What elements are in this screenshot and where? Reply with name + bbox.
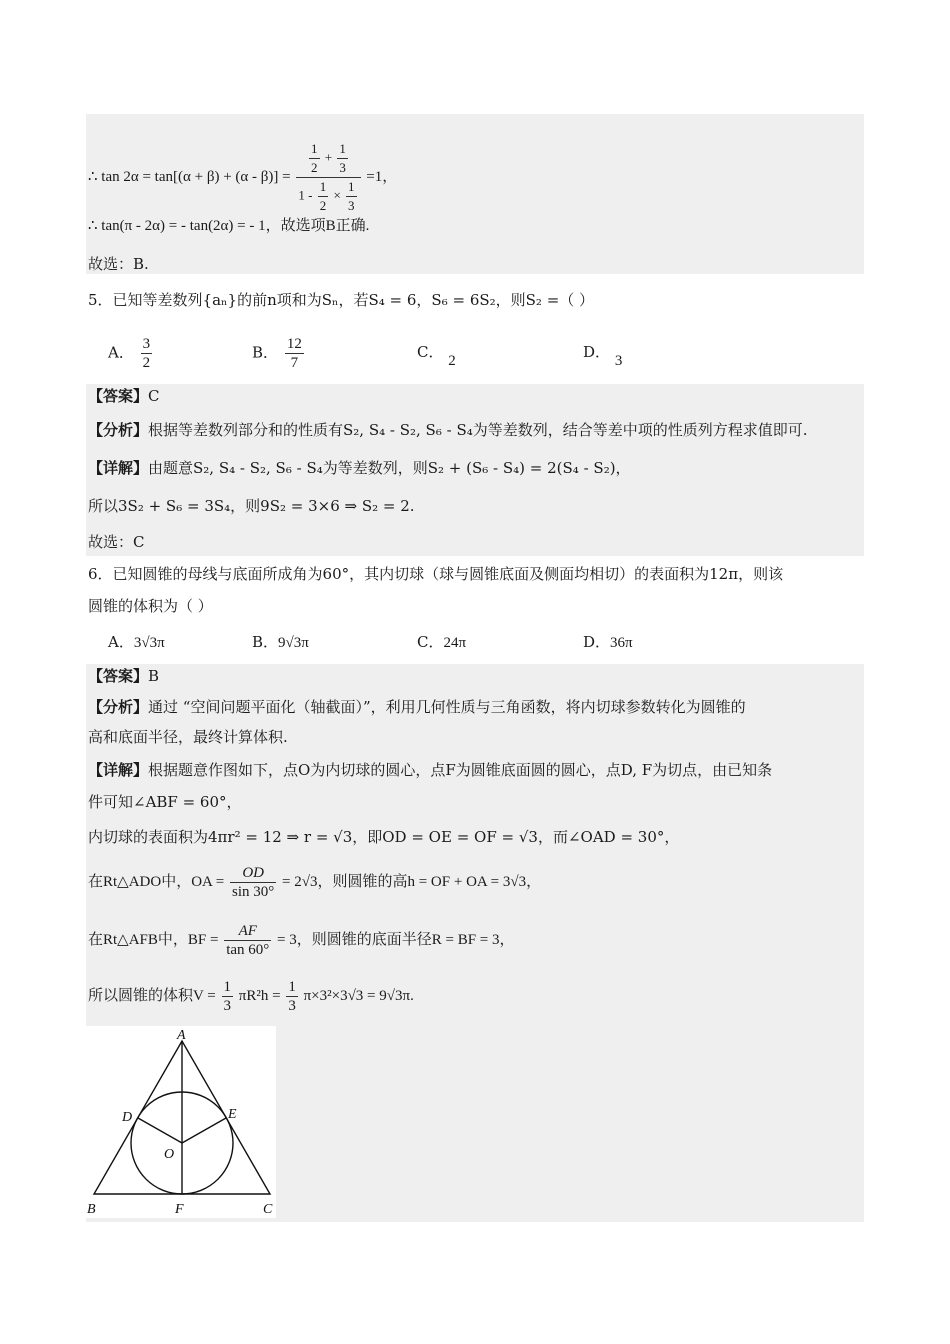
q5-option-a-letter: A．	[108, 343, 134, 362]
q5-detail-tag: 【详解】	[88, 459, 149, 477]
q6-detail-6-f2-num: 1	[288, 979, 296, 995]
q6-detail-5-prefix: 在Rt△AFB中，BF =	[88, 931, 219, 948]
q6-detail-5-den: tan 60°	[226, 942, 270, 958]
q5-analysis-text: 根据等差数列部分和的性质有S₂, S₄ - S₂, S₆ - S₄为等差数列，结合等差中项的性质列方程求值即可.	[148, 421, 808, 439]
q6-option-c[interactable]	[417, 632, 466, 653]
q4-equation-2: ∴ tan(π - 2α) = - tan(2α) = - 1，故选项B正确.	[88, 218, 370, 234]
q6-stem-1: 6．已知圆锥的母线与底面所成角为60°，其内切球（球与圆锥底面及侧面均相切）的表面积为12π，则该	[88, 565, 784, 583]
q5-option-c-value: 2	[448, 353, 456, 369]
label-o: O	[164, 1147, 175, 1162]
label-b: B	[87, 1202, 96, 1217]
q6-detail-2: 件可知∠ABF = 60°，	[88, 793, 242, 811]
q4-eq1-prefix: ∴ tan 2α = tan[(α + β) + (α - β)] =	[88, 168, 291, 185]
q5-option-d[interactable]	[583, 342, 623, 369]
q4-den-prefix: 1 -	[298, 187, 313, 203]
q6-detail-1-text: 根据题意作图如下，点O为内切球的圆心，点F为圆锥底面圆的圆心，点D, F为切点，由已知条	[148, 761, 773, 779]
q6-detail-5-num: AF	[224, 922, 271, 941]
q6-detail-tag: 【详解】	[88, 761, 149, 779]
q4-times: ×	[333, 187, 341, 203]
q4-conclusion: 故选：B.	[88, 255, 149, 273]
q6-option-c-letter: C．	[417, 633, 444, 651]
q4-frac-a-num: 1	[309, 140, 320, 159]
cone-diagram	[86, 1026, 276, 1218]
q6-detail-4-num: OD	[230, 864, 276, 883]
q6-detail-6-suffix: π×3²×3√3 = 9√3π.	[303, 987, 414, 1004]
q5-detail-1-text: 由题意S₂, S₄ - S₂, S₆ - S₄为等差数列，则S₂ + (S₆ - S₄) = 2(S₄ - S₂)，	[148, 459, 631, 477]
q4-frac-b-num: 1	[337, 140, 348, 159]
q5-option-b-den: 7	[290, 355, 299, 371]
q6-option-a-value: 3√3π	[133, 635, 165, 651]
q5-option-a[interactable]	[108, 335, 154, 372]
label-c: C	[263, 1202, 273, 1217]
q4-den-b-den: 3	[348, 198, 355, 213]
q6-detail-6-f1-num: 1	[223, 979, 232, 995]
q6-option-a-letter: A．	[108, 633, 134, 651]
q4-den-a-den: 2	[319, 198, 327, 213]
q6-option-b[interactable]	[252, 632, 309, 653]
q6-detail-6	[88, 978, 414, 1015]
q6-option-d-value: 36π	[610, 635, 633, 651]
q5-option-d-value: 3	[614, 353, 623, 369]
q6-option-c-value: 24π	[443, 635, 467, 651]
q6-detail-4	[88, 864, 541, 901]
q6-answer-tag: 【答案】	[88, 667, 149, 685]
label-e: E	[228, 1107, 237, 1122]
q5-option-b-letter: B．	[252, 343, 279, 362]
q6-detail-6-mid: πR²h =	[238, 987, 281, 1004]
q4-frac-a-den: 2	[311, 160, 318, 175]
label-d: D	[122, 1110, 133, 1125]
label-f: F	[175, 1202, 184, 1217]
q6-detail-4-prefix: 在Rt△ADO中，OA =	[88, 873, 225, 890]
q4-den-a-num: 1	[318, 178, 329, 197]
q5-answer-tag: 【答案】	[88, 387, 149, 405]
q6-option-b-letter: B．	[252, 633, 279, 651]
q4-den-b-num: 1	[346, 178, 357, 197]
q6-analysis-tag: 【分析】	[88, 698, 149, 716]
q6-detail-1	[88, 760, 772, 780]
q6-analysis-1	[88, 697, 746, 717]
q6-answer	[88, 666, 159, 686]
q5-option-c[interactable]	[417, 342, 456, 369]
q5-stem: 5．已知等差数列{aₙ}的前n项和为Sₙ，若S₄ = 6，S₆ = 6S₂，则S₂ =（ ）	[88, 291, 595, 309]
q5-option-b[interactable]	[252, 335, 306, 372]
q5-answer	[88, 386, 160, 406]
q6-answer-value: B	[148, 667, 160, 685]
q5-option-b-num: 12	[286, 336, 302, 352]
q4-plus: +	[324, 149, 333, 165]
q6-option-d-letter: D．	[583, 633, 611, 651]
q4-equation-1	[88, 140, 397, 215]
q6-analysis-2: 高和底面半径，最终计算体积.	[88, 728, 288, 746]
q5-detail-1	[88, 458, 631, 478]
q5-option-c-letter: C．	[417, 343, 444, 361]
q4-frac-b-den: 3	[339, 160, 346, 175]
q5-analysis	[88, 420, 808, 440]
q6-detail-4-den: sin 30°	[232, 884, 275, 900]
q5-option-d-letter: D．	[583, 343, 611, 361]
q6-option-d[interactable]	[583, 632, 633, 653]
q6-detail-6-f2-den: 3	[288, 998, 296, 1014]
q6-stem-2: 圆锥的体积为（ ）	[88, 597, 213, 615]
q5-analysis-tag: 【分析】	[88, 421, 149, 439]
q4-eq1-suffix: =1，	[366, 168, 398, 185]
cone-cross-section-figure	[86, 1026, 276, 1218]
q5-answer-value: C	[148, 387, 160, 405]
q6-detail-6-f1-den: 3	[223, 998, 232, 1014]
q6-option-a[interactable]	[108, 632, 165, 653]
q6-analysis-1-text: 通过 “空间问题平面化（轴截面）”，利用几何性质与三角函数，将内切球参数转化为圆锥的	[148, 698, 746, 716]
q4-big-fraction	[296, 140, 360, 215]
radius-od	[138, 1118, 182, 1143]
q6-detail-4-suffix: = 2√3，则圆锥的高h = OF + OA = 3√3，	[282, 873, 542, 890]
q6-detail-5-suffix: = 3，则圆锥的底面半径R = BF = 3，	[277, 931, 515, 948]
q6-detail-6-prefix: 所以圆锥的体积V =	[88, 987, 216, 1004]
q6-detail-3: 内切球的表面积为4πr² = 12 ⇒ r = √3，即OD = OE = OF = √3，而∠OAD = 30°，	[88, 828, 680, 846]
q6-option-b-value: 9√3π	[278, 635, 309, 651]
q5-conclusion: 故选：C	[88, 533, 145, 551]
radius-oe	[182, 1118, 226, 1143]
label-a: A	[177, 1028, 186, 1043]
q6-detail-5	[88, 922, 515, 959]
q5-option-a-num: 3	[142, 336, 151, 352]
q5-option-a-den: 2	[142, 355, 151, 371]
q5-detail-2: 所以3S₂ + S₆ = 3S₄，则9S₂ = 3×6 ⇒ S₂ = 2.	[88, 497, 415, 515]
